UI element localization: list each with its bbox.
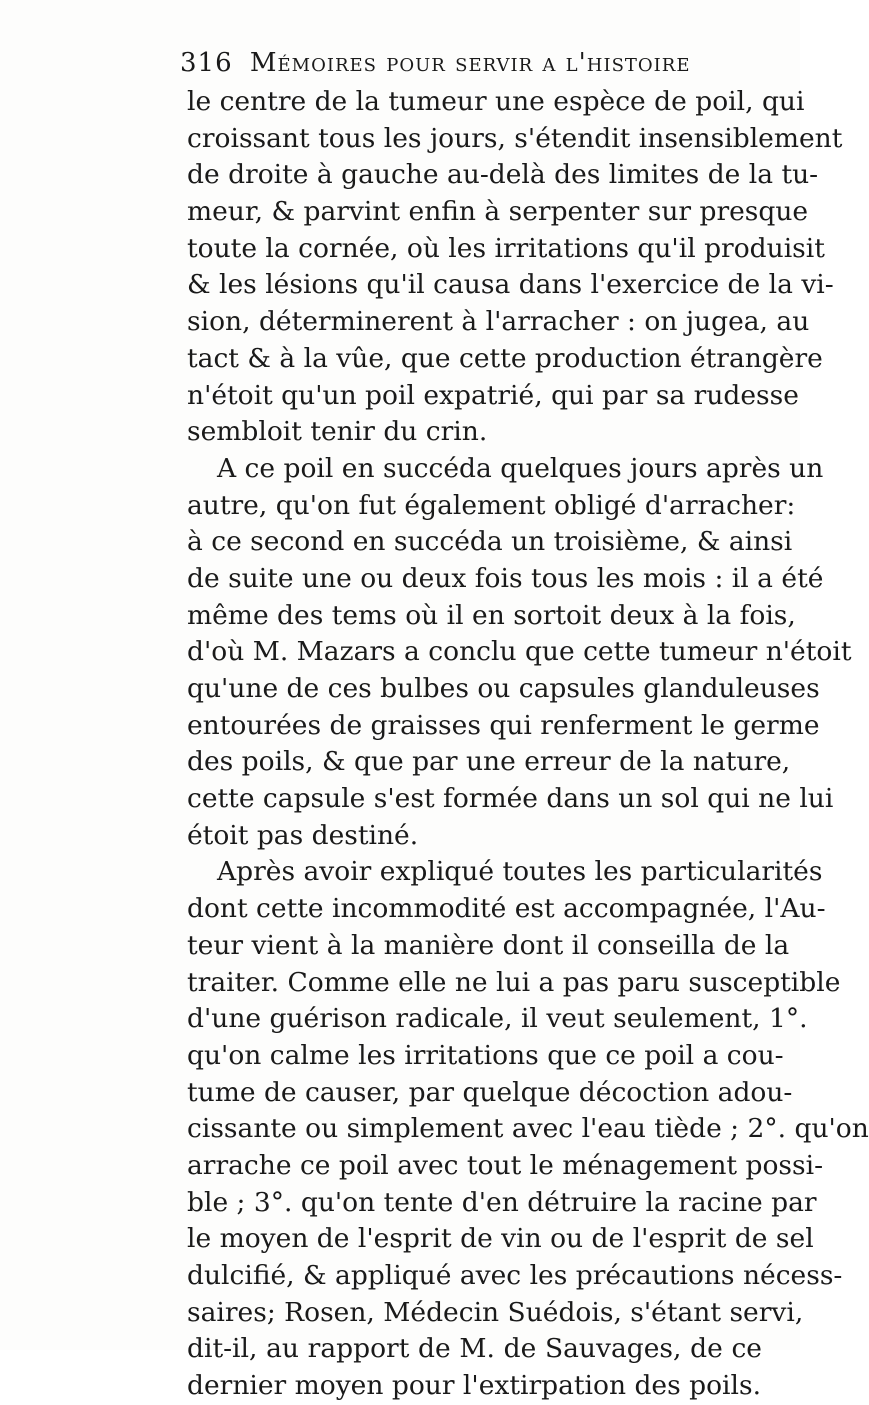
text-line: & les lésions qu'il causa dans l'exercice de la vi- xyxy=(187,269,834,301)
text-line: croissant tous les jours, s'étendit insensiblement xyxy=(187,122,843,154)
text-line: dont cette incommodité est accompagnée, l'Au- xyxy=(187,893,826,925)
text-line: dit-il, au rapport de M. de Sauvages, de ce xyxy=(187,1333,762,1365)
text-line: sembloit tenir du crin. xyxy=(187,416,488,448)
text-line: ble ; 3°. qu'on tente d'en détruire la racine par xyxy=(187,1186,817,1218)
text-line: le centre de la tumeur une espèce de poil, qui xyxy=(187,86,805,117)
text-line: autre, qu'on fut également obligé d'arracher: xyxy=(187,489,796,521)
page-number: 316 xyxy=(180,48,233,78)
text-line: des poils, & que par une erreur de la nature, xyxy=(187,746,791,778)
text-line: sion, déterminerent à l'arracher : on jugea, au xyxy=(187,306,810,338)
text-line: arrache ce poil avec tout le ménagement possi- xyxy=(187,1149,824,1181)
text-line: Après avoir expliqué toutes les particularités xyxy=(217,856,823,888)
text-line: saires; Rosen, Médecin Suédois, s'étant servi, xyxy=(187,1296,804,1328)
paragraph xyxy=(187,854,869,1404)
text-line: d'où M. Mazars a conclu que cette tumeur n'étoit xyxy=(187,636,852,668)
text-line: à ce second en succéda un troisième, & ainsi xyxy=(187,526,793,558)
text-line: dernier moyen pour l'extirpation des poils. xyxy=(187,1370,762,1402)
text-line: toute la cornée, où les irritations qu'il produisit xyxy=(187,232,825,264)
text-line: teur vient à la manière dont il conseilla de la xyxy=(187,929,790,961)
text-line: de suite une ou deux fois tous les mois : il a été xyxy=(187,562,824,594)
body-text xyxy=(187,84,869,1405)
text-line: traiter. Comme elle ne lui a pas paru susceptible xyxy=(187,966,841,998)
text-line: A ce poil en succéda quelques jours après un xyxy=(217,452,824,484)
text-line: dulcifié, & appliqué avec les précautions nécess- xyxy=(187,1260,843,1291)
text-line: d'une guérison radicale, il veut seulement, 1°. xyxy=(187,1003,808,1035)
page-header xyxy=(180,48,740,78)
text-line: entourées de graisses qui renferment le germe xyxy=(187,709,820,741)
paragraph xyxy=(187,84,843,451)
text-line: cissante ou simplement avec l'eau tiède ; 2°. qu'on xyxy=(187,1113,869,1145)
text-line: de droite à gauche au-delà des limites de la tu- xyxy=(187,159,819,191)
text-line: n'étoit qu'un poil expatrié, qui par sa rudesse xyxy=(187,379,799,411)
text-line: tact & à la vûe, que cette production étrangère xyxy=(187,342,823,374)
text-line: étoit pas destiné. xyxy=(187,819,419,851)
paragraph xyxy=(187,451,852,855)
text-line: meur, & parvint enfin à serpenter sur presque xyxy=(187,196,809,228)
text-line: cette capsule s'est formée dans un sol qui ne lui xyxy=(187,783,834,815)
text-line: tume de causer, par quelque décoction adou- xyxy=(187,1076,793,1108)
text-line: le moyen de l'esprit de vin ou de l'esprit de sel xyxy=(187,1223,814,1255)
running-title: Mémoires pour servir a l'histoire xyxy=(249,48,691,78)
text-line: qu'on calme les irritations que ce poil a cou- xyxy=(187,1039,784,1071)
text-line: qu'une de ces bulbes ou capsules glanduleuses xyxy=(187,673,820,704)
text-line: même des tems où il en sortoit deux à la fois, xyxy=(187,599,796,631)
